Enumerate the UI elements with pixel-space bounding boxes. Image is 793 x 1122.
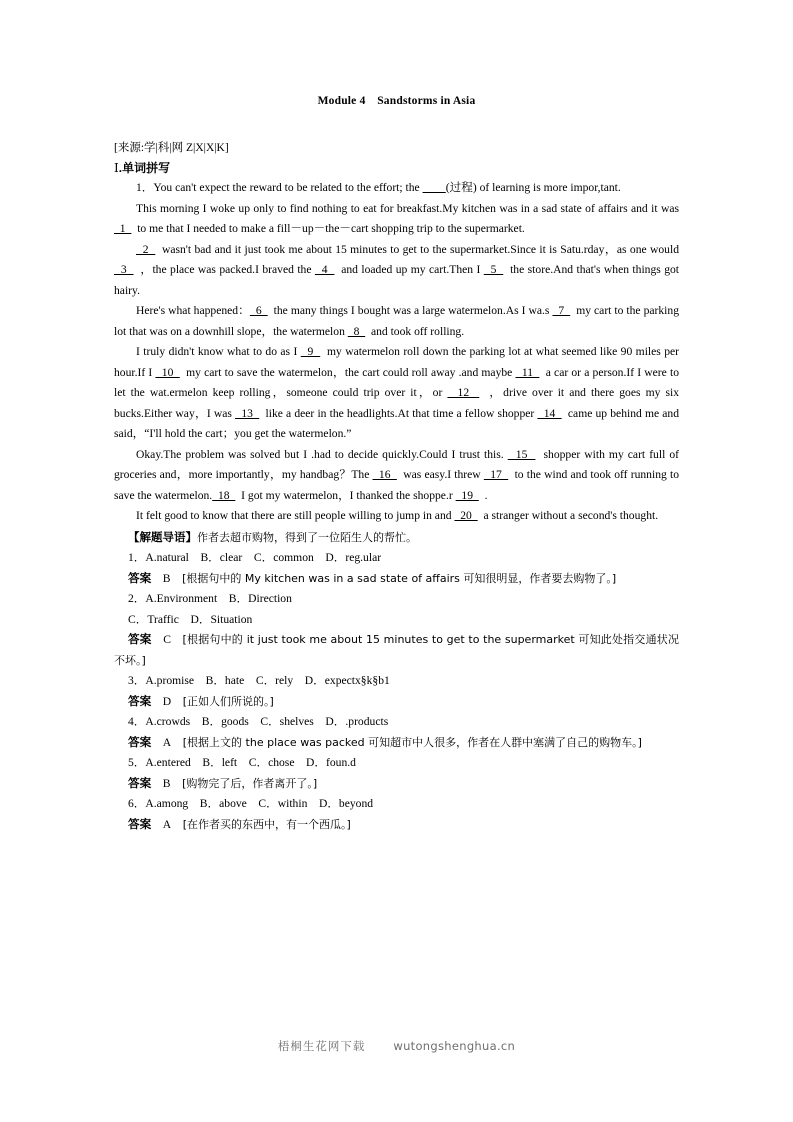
answer-label: 答案 bbox=[128, 735, 163, 749]
footer-site-name: 梧桐生花网下载 bbox=[277, 1039, 366, 1053]
answer-label: 答案 bbox=[128, 694, 163, 708]
footer-site-url: wutongshenghua.cn bbox=[393, 1039, 516, 1053]
title-spacer bbox=[114, 108, 679, 139]
answer-line bbox=[114, 815, 679, 836]
answer-label: 答案 bbox=[128, 776, 163, 790]
answer-letter: A bbox=[162, 735, 183, 749]
document-content bbox=[114, 92, 679, 835]
answer-label: 答案 bbox=[128, 817, 163, 831]
answer-letter: D bbox=[162, 694, 183, 708]
answer-label: 答案 bbox=[128, 571, 163, 585]
section-title-text: .单词拼写 bbox=[118, 161, 171, 175]
answer-letter: C bbox=[163, 633, 183, 646]
source-tag: [来源:学|科|网 Z|X|X|K] bbox=[114, 142, 229, 154]
answer-line bbox=[114, 569, 679, 590]
answer-line bbox=[114, 630, 679, 671]
passage-paragraph: It felt good to know that there are still people willing to jump in and 20 a stranger without a second's thought. bbox=[136, 509, 659, 522]
answer-explanation: [根据句中的 it just took me about 15 minutes to get to the supermarket 可知此处指交通状况不坏。] bbox=[114, 633, 679, 667]
answer-explanation: [购物完了后，作者离开了。] bbox=[182, 776, 318, 790]
question-options: 1．A.natural B．clear C．common D．reg.ular bbox=[128, 551, 382, 564]
guide-line bbox=[114, 527, 679, 549]
answer-explanation: [根据句中的 My kitchen was in a sad state of affairs 可知很明显，作者要去购物了。] bbox=[182, 571, 617, 585]
page-footer bbox=[0, 1038, 793, 1054]
passage-paragraph: Okay.The problem was solved but I .had to decide quickly.Could I trust this. 15 shopper with my cart full of groceries and，more importantly，my handbag？The 16 was easy.I threw 17 to the wind and took off running to save the watermelon. 18 I got my watermelon，I thanked the shoppe.r 19 . bbox=[114, 447, 680, 502]
answer-letter: B bbox=[162, 776, 183, 790]
answer-line bbox=[114, 774, 679, 795]
passage-paragraph: Here's what happened： 6 the many things I bought was a large watermelon.As I wa.s 7 my cart to the parking lot that was on a downhill slope，the watermelon 8 and took off rolling. bbox=[114, 304, 679, 338]
question-options: 2．A.Environment B．Direction bbox=[128, 592, 292, 605]
answer-explanation: [正如人们所说的。] bbox=[182, 694, 274, 708]
passage-paragraph: I truly didn't know what to do as I 9 my watermelon roll down the parking lot at what seemed like 90 miles per hour.If I 10 my cart to save the watermelon，the cart could roll away .and maybe 11 a car or a person.If I were to let the wat.ermelon keep rolling，someone could trip over it，or 12 ，drive over it and there goes my six bucks.Either way，I was 13 like a deer in the headlights.At that time a fellow shopper 14 came up behind me and said，“I'll hold the cart；you get the watermelon.” bbox=[114, 345, 680, 440]
page-title: Module 4 Sandstorms in Asia bbox=[317, 95, 476, 107]
answer-explanation: [在作者买的东西中，有一个西瓜。] bbox=[182, 817, 351, 831]
answer-letter: B bbox=[162, 571, 183, 585]
section-heading bbox=[114, 158, 679, 178]
answer-explanation: [根据上文的 the place was packed 可知超市中人很多，作者在人群中塞满了自己的购物车。] bbox=[182, 735, 642, 749]
answer-line bbox=[114, 692, 679, 713]
question-options: 5．A.entered B．left C．chose D．foun.d bbox=[128, 756, 356, 769]
question-options: 6．A.among B．above C．within D．beyond bbox=[128, 797, 374, 810]
guide-label: 【解题导语】 bbox=[128, 529, 197, 544]
question-options: 4．A.crowds B．goods C．shelves D．.products bbox=[128, 715, 389, 728]
section-roman-numeral: Ⅰ bbox=[114, 161, 119, 175]
answer-label: 答案 bbox=[128, 633, 164, 646]
answer-letter: A bbox=[162, 817, 183, 831]
answer-line bbox=[114, 733, 679, 754]
guide-text: 作者去超市购物，得到了一位陌生人的帮忙。 bbox=[197, 530, 417, 544]
question-options: 3．A.promise B．hate C．rely D．expectx§k§b1 bbox=[128, 674, 390, 687]
passage-paragraph: This morning I woke up only to find nothing to eat for breakfast.My kitchen was in a sad state of affairs and it was 1 to me that I needed to make a fill－up－the－cart shopping trip to the supermarket. bbox=[114, 201, 679, 235]
question-options: C．Traffic D．Situation bbox=[128, 612, 253, 626]
passage-paragraph: 1．You can't expect the reward to be related to the effort; the (过程) of learning is more impor,tant. bbox=[136, 181, 621, 194]
passage-paragraph: 2 wasn't bad and it just took me about 15 minutes to get to the supermarket.Since it is Satu.rday，as one would 3 ，the place was packed.I braved the 4 and loaded up my cart.Then I 5 the store.And that's when things got hairy. bbox=[114, 242, 680, 297]
